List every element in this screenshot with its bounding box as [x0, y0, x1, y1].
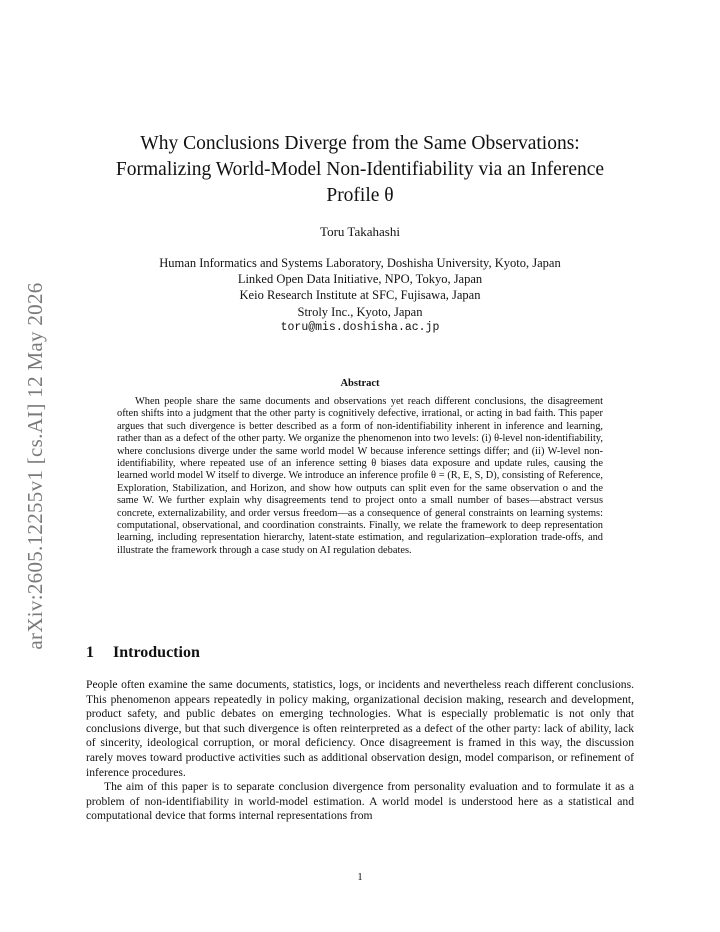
section-number: 1 [86, 644, 94, 661]
paragraph: The aim of this paper is to separate conclusion divergence from personality evaluation and to formulate it as a problem of non-identifiability in world-model estimation. A world model is understood here as a statistical and computational device that forms internal representations from [86, 780, 634, 823]
affiliation: Linked Open Data Initiative, NPO, Tokyo, Japan [237, 272, 483, 287]
introduction-body [86, 678, 634, 824]
affiliations [60, 255, 660, 336]
affiliation: Stroly Inc., Kyoto, Japan [297, 304, 423, 319]
author-email[interactable]: toru@mis.doshisha.ac.jp [280, 320, 440, 334]
paper-title [60, 131, 660, 209]
title-line: Why Conclusions Diverge from the Same Observations: [140, 133, 580, 154]
title-line: Formalizing World-Model Non-Identifiability via an Inference [115, 159, 605, 180]
page-number: 1 [357, 871, 363, 883]
author-name: Toru Takahashi [320, 224, 400, 239]
title-line: Profile θ [326, 185, 394, 206]
abstract-heading: Abstract [340, 378, 380, 389]
paragraph: People often examine the same documents, statistics, logs, or incidents and nevertheless reach different conclusions. This phenomenon appears repeatedly in policy making, organizational decision making, research and development, product safety, and public debates on emerging technologies. What is especially problematic is not only that conclusions diverge, but that such divergence is often reinterpreted as a defect of the other party: lack of ability, lack of sincerity, ideological corruption, or moral deficiency. Once disagreement is framed in this way, the discussion rarely moves toward productive activities such as additional observation design, model comparison, or refinement of inference procedures. [86, 678, 634, 779]
section-title: Introduction [113, 644, 200, 661]
affiliation: Human Informatics and Systems Laboratory, Doshisha University, Kyoto, Japan [159, 256, 561, 270]
abstract-body: When people share the same documents and observations yet reach different conclusions, the disagreement often shifts into a judgment that the other party is cognitively defective, irrational, or acting in bad faith. This paper argues that such divergence is better described as a form of non-identifiability inherent in inference and learning, rather than as a defect of the other party. We organize the phenomenon into two levels: (i) θ-level non-identifiability, where conclusions diverge under the same world model W because inference settings differ; and (ii) W-level non-identifiability, where repeated use of an inference setting θ biases data exposure and update rules, causing the learned world model W itself to diverge. We introduce an inference profile θ = (R, E, S, D), consisting of Reference, Exploration, Stabilization, and Horizon, and show how outputs can split even for the same observation o and the same W. We further explain why disagreements tend to project onto a small number of bases—abstract versus concrete, externalizability, and order versus freedom—as a consequence of general constraints on learning systems: computational, observational, and coordination constraints. Finally, we relate the framework to deep representation learning, including representation hierarchy, latent-state estimation, and regularization–exploration trade-offs, and illustrate the framework through a case study on AI regulation debates. [117, 396, 603, 556]
section-heading [86, 644, 200, 662]
arxiv-identifier: arXiv:2605.12255v1 [cs.AI] 12 May 2026 [23, 282, 47, 650]
affiliation: Keio Research Institute at SFC, Fujisawa, Japan [239, 288, 481, 303]
